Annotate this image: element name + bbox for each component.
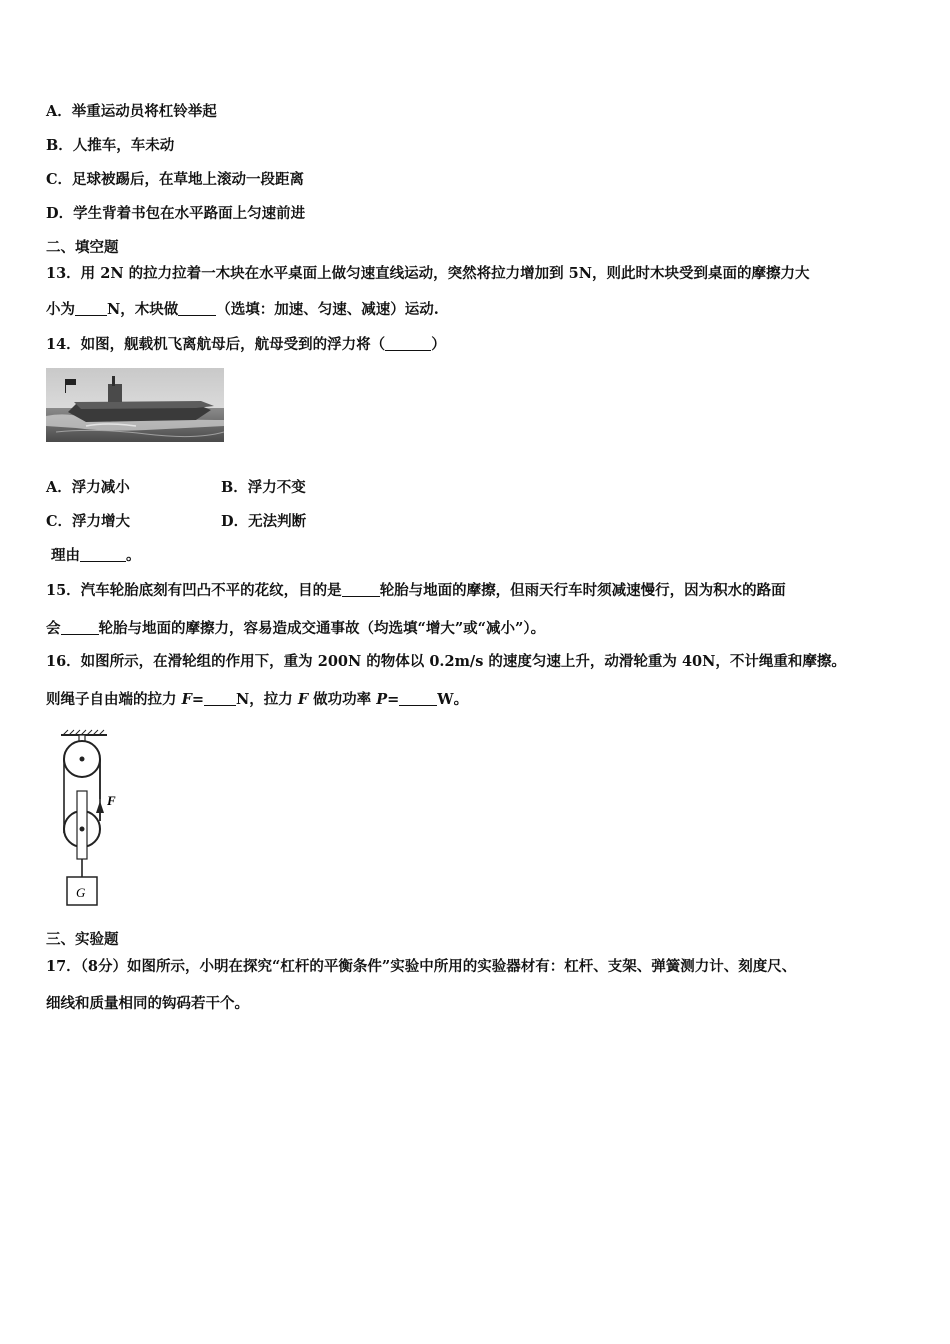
q16-line2 <box>46 690 468 710</box>
q15-blank-1[interactable] <box>342 582 380 597</box>
q14-reason-label: 理由 <box>51 547 80 564</box>
q16-blank-force[interactable] <box>204 691 236 706</box>
q13-blank-1[interactable] <box>75 301 107 316</box>
q13-text-b: N，木块做 <box>107 301 179 318</box>
q15-text-b: 轮胎与地面的摩擦，但雨天行车时须减速慢行，因为积水的路面 <box>379 582 786 599</box>
q14-option-b: B．浮力不变 <box>221 479 306 496</box>
pulley-force-label: F <box>107 793 116 808</box>
q13-line1: 13．用 2N 的拉力拉着一木块在水平桌面上做匀速直线运动，突然将拉力增加到 5N，则此时木块受到桌面的摩擦力大 <box>46 265 810 282</box>
q16-var-f: F <box>181 691 192 708</box>
q14-option-c: C．浮力增大 <box>46 513 131 530</box>
q14-reason-blank[interactable] <box>80 547 126 562</box>
q14-stem-a: 14．如图，舰载机飞离航母后，航母受到的浮力将（ <box>46 336 386 353</box>
q15-line1 <box>46 581 786 601</box>
q15-blank-2[interactable] <box>61 620 99 635</box>
pulley-weight-label: G <box>76 885 86 900</box>
q15-line2 <box>46 619 545 639</box>
q17-line2: 细线和质量相同的钩码若干个。 <box>46 995 249 1012</box>
q14-stem-b: ） <box>431 336 446 353</box>
q13-text-a: 小为 <box>46 301 75 318</box>
q16-eq-1: = <box>191 691 205 708</box>
q16-var-f2: F <box>297 691 309 708</box>
q13-line2 <box>46 300 439 320</box>
aircraft-carrier-image <box>46 368 224 442</box>
q14-reason <box>51 546 141 566</box>
q14-blank[interactable] <box>385 336 431 351</box>
q12-option-d: D．学生背着书包在水平路面上匀速前进 <box>46 205 306 222</box>
q13-blank-2[interactable] <box>178 301 216 316</box>
q14-reason-end: 。 <box>126 547 141 564</box>
q16-line1: 16．如图所示，在滑轮组的作用下，重为 200N 的物体以 0.2m/s 的速度匀速上升，动滑轮重为 40N，不计绳重和摩擦。 <box>46 653 846 670</box>
q15-text-c: 会 <box>46 620 61 637</box>
q12-option-a: A．举重运动员将杠铃举起 <box>46 103 217 120</box>
q16-eq-2: = <box>387 691 400 708</box>
pulley-system-diagram <box>55 729 125 909</box>
section-title-experiment: 三、实验题 <box>46 931 119 948</box>
q17-line1: 17．（8分）如图所示，小明在探究“杠杆的平衡条件”实验中所用的实验器材有：杠杆、支架、弹簧测力计、刻度尺、 <box>46 958 797 975</box>
q15-text-a: 15．汽车轮胎底刻有凹凸不平的花纹，目的是 <box>46 582 342 599</box>
q16-text-a: 则绳子自由端的拉力 <box>46 691 182 708</box>
q14-stem <box>46 335 446 355</box>
section-title-fill-in: 二、填空题 <box>46 239 119 256</box>
q16-text-d: W。 <box>437 691 469 708</box>
q16-text-b: N，拉力 <box>236 691 298 708</box>
q13-text-c: （选填：加速、匀速、减速）运动. <box>216 301 439 318</box>
q15-text-d: 轮胎与地面的摩擦力，容易造成交通事故（均选填“增大”或“减小”）。 <box>98 620 546 637</box>
q16-text-c: 做功功率 <box>308 691 377 708</box>
q12-option-b: B．人推车，车未动 <box>46 137 175 154</box>
q14-option-a: A．浮力减小 <box>46 479 130 496</box>
q12-option-c: C．足球被踢后，在草地上滚动一段距离 <box>46 171 305 188</box>
q14-option-d: D．无法判断 <box>221 513 307 530</box>
q16-blank-power[interactable] <box>399 691 437 706</box>
q16-var-p: P <box>376 691 388 708</box>
